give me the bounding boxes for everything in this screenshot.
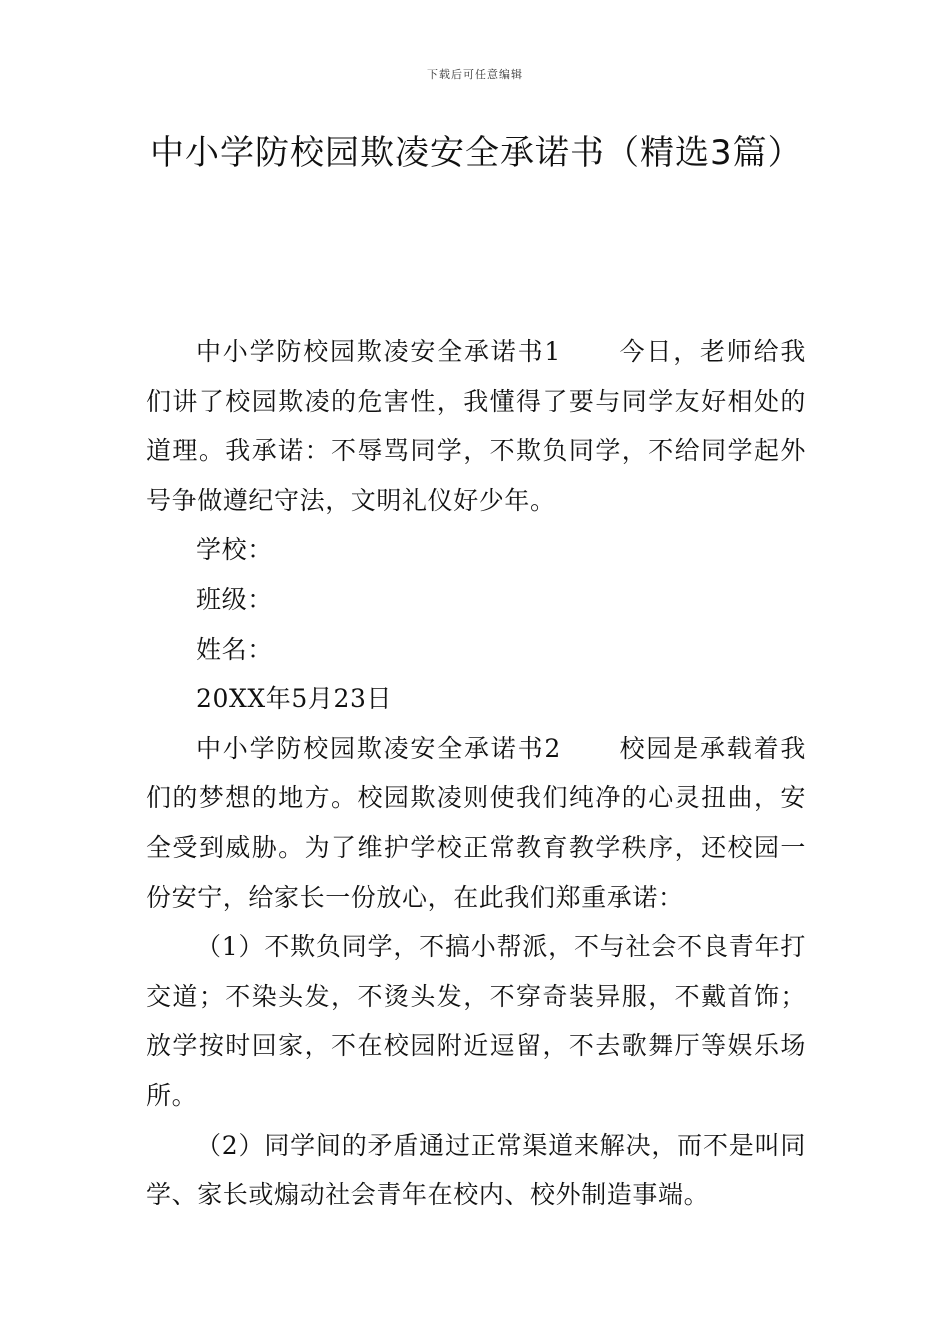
field-date: 20XX年5月23日 bbox=[196, 684, 393, 714]
section-2-heading: 中小学防校园欺凌安全承诺书2 bbox=[196, 733, 561, 763]
section-1-paragraph bbox=[146, 327, 806, 525]
section-1-heading: 中小学防校园欺凌安全承诺书1 bbox=[196, 337, 561, 366]
section-1-text: 今日，老师给我们讲了校园欺凌的危害性，我懂得了要与同学友好相处的道理。我承诺：不辱骂同学，不欺负同学，不给同学起外号争做遵纪守法，文明礼仪好少年。 bbox=[146, 337, 807, 515]
section-2-item-1: （1）不欺负同学，不搞小帮派，不与社会不良青年打交道；不染头发，不烫头发，不穿奇装异服，不戴首饰；放学按时回家，不在校园附近逗留，不去歌舞厅等娱乐场所。 bbox=[146, 932, 806, 1110]
document-title: 中小学防校园欺凌安全承诺书（精选3篇） bbox=[150, 133, 803, 173]
field-name: 姓名： bbox=[196, 634, 273, 664]
field-class: 班级： bbox=[196, 584, 273, 614]
document-body bbox=[146, 327, 806, 1220]
field-school: 学校： bbox=[196, 535, 273, 565]
section-2-paragraph bbox=[146, 724, 806, 922]
section-2-text: 校园是承载着我们的梦想的地方。校园欺凌则使我们纯净的心灵扭曲，安全受到威胁。为了维护学校正常教育教学秩序，还校园一份安宁，给家长一份放心，在此我们郑重承诺： bbox=[146, 733, 807, 912]
header-note: 下载后可任意编辑 bbox=[427, 68, 523, 81]
section-2-item-2: （2）同学间的矛盾通过正常渠道来解决，而不是叫同学、家长或煽动社会青年在校内、校外制造事端。 bbox=[146, 1130, 806, 1210]
